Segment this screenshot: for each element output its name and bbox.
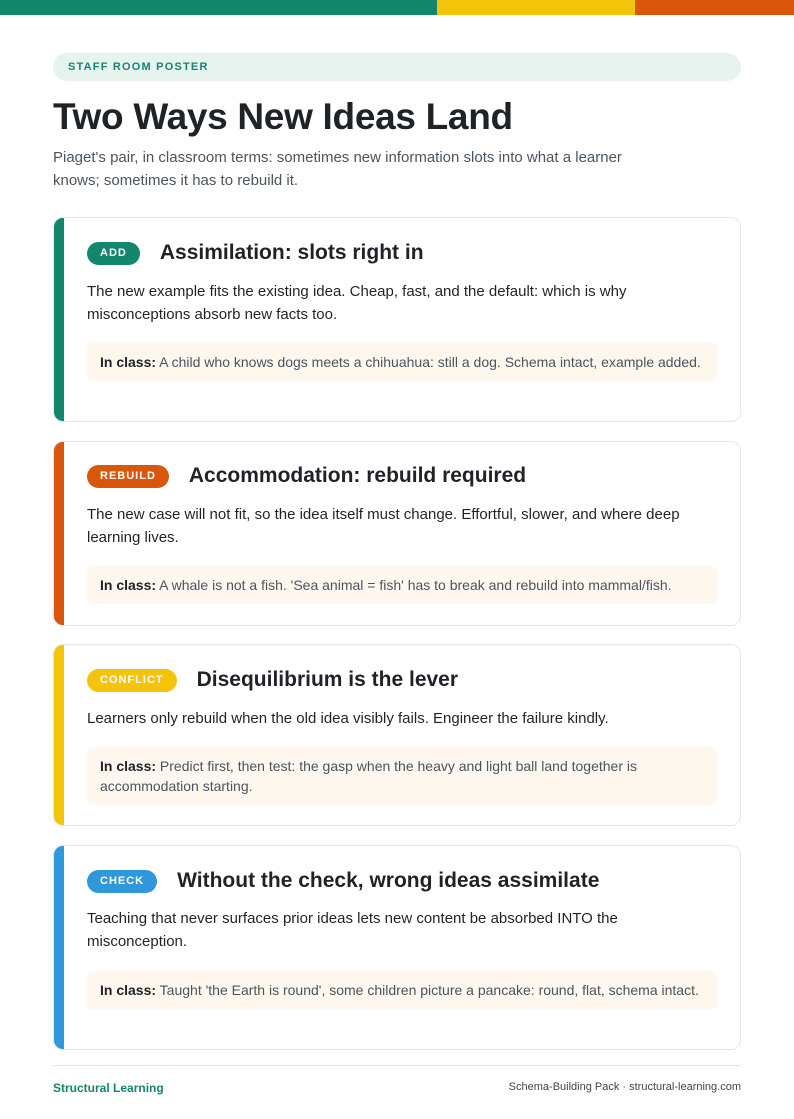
footer-brand: Structural Learning (53, 1081, 164, 1095)
in-class-example (87, 343, 717, 381)
card-accent-bar (54, 645, 64, 825)
card-body: The new example fits the existing idea. Cheap, fast, and the default: which is why misconceptions absorb new facts too. (87, 283, 627, 323)
in-class-example (87, 971, 717, 1009)
example-text: A whale is not a fish. 'Sea animal = fish' has to break and rebuild into mammal/fish. (159, 577, 672, 593)
example-label: In class: (100, 982, 157, 998)
card-check (53, 845, 741, 1050)
in-class-example (87, 566, 717, 604)
card-title: Disequilibrium is the lever (196, 668, 459, 691)
card-body: Teaching that never surfaces prior ideas lets new content be absorbed INTO the misconception. (87, 910, 618, 950)
card-accent-bar (54, 846, 64, 1049)
badge-check: CHECK (87, 870, 157, 893)
example-text: A child who knows dogs meets a chihuahua: still a dog. Schema intact, example added. (159, 354, 701, 370)
badge-add: ADD (87, 242, 140, 265)
badge-rebuild: REBUILD (87, 465, 169, 488)
top-color-bar (0, 0, 794, 15)
card-title: Accommodation: rebuild required (188, 464, 527, 487)
example-text: Taught 'the Earth is round', some children picture a pancake: round, flat, schema intact. (159, 982, 699, 998)
footer-divider (53, 1065, 741, 1066)
footer-pack-info: Schema-Building Pack · structural-learning.com (508, 1081, 741, 1093)
card-accommodation (53, 441, 741, 626)
example-label: In class: (100, 354, 157, 370)
card-body: Learners only rebuild when the old idea visibly fails. Engineer the failure kindly. (87, 710, 609, 727)
card-title: Without the check, wrong ideas assimilate (177, 869, 600, 892)
card-accent-bar (54, 218, 64, 421)
example-label: In class: (100, 758, 157, 774)
in-class-example (87, 747, 717, 805)
example-text: Predict first, then test: the gasp when the heavy and light ball land together is accommodation starting. (100, 758, 637, 794)
badge-conflict: CONFLICT (87, 669, 177, 692)
card-assimilation (53, 217, 741, 422)
card-disequilibrium (53, 644, 741, 826)
page-subtitle: Piaget's pair, in classroom terms: sometimes new information slots into what a learner knows; sometimes it has to rebuild it. (53, 149, 622, 189)
card-title: Assimilation: slots right in (159, 241, 424, 264)
top-bar-yellow-segment (437, 0, 635, 15)
page-title: Two Ways New Ideas Land (53, 96, 513, 137)
example-label: In class: (100, 577, 157, 593)
card-body: The new case will not fit, so the idea itself must change. Effortful, slower, and where deep learning lives. (87, 506, 680, 546)
top-bar-green-segment (0, 0, 437, 15)
card-accent-bar (54, 442, 64, 625)
top-bar-orange-segment (635, 0, 794, 15)
eyebrow-label: STAFF ROOM POSTER (53, 53, 741, 81)
